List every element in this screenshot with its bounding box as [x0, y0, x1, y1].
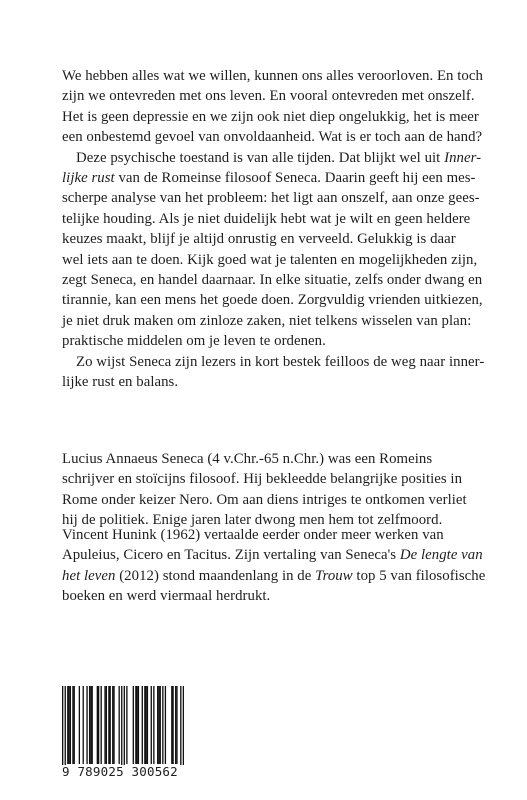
barcode-bar [145, 686, 146, 764]
barcode-bar [151, 686, 152, 764]
blurb-line: keuzes maakt, blijf je altijd onrustig en verveeld. Gelukkig is daar [62, 231, 456, 248]
blurb-text: van de Romeinse filosoof Seneca. Daarin geeft hij een mes- [114, 170, 476, 187]
author-bio-line: Lucius Annaeus Seneca (4 v.Chr.-65 n.Chr.) was een Romeins [62, 451, 433, 467]
blurb-line: een onbestemd gevoel van onvoldaanheid. Wat is er toch aan de hand? [62, 129, 483, 146]
barcode-bar [62, 686, 63, 766]
barcode-bars [62, 686, 184, 766]
translator-bio-text: Apuleius, Cicero en Tacitus. Zijn vertaling van Seneca's [62, 547, 400, 564]
barcode-bar [101, 686, 102, 764]
book-title-italic: het leven [62, 567, 116, 584]
blurb-line: Het is geen depressie en we zijn ook niet diep ongelukkig, het is meer [62, 108, 479, 125]
barcode-bar [160, 686, 161, 764]
barcode-bar [136, 686, 137, 764]
book-title-italic: De lengte van [399, 547, 483, 564]
barcode-bar [70, 686, 71, 764]
barcode-bar [157, 686, 158, 764]
barcode-bar [97, 686, 98, 764]
blurb-line: scherpe analyse van het probleem: het ligt aan onszelf, aan onze gees- [62, 190, 480, 207]
isbn-number: 9 789025 300562 [62, 765, 184, 779]
blurb-line: We hebben alles wat we willen, kunnen ons alles veroorloven. En toch [62, 68, 483, 84]
blurb-line [62, 148, 482, 168]
barcode-bar [65, 686, 66, 766]
barcode-bar [135, 686, 136, 764]
blurb-line: Zo wijst Seneca zijn lezers in kort bestek feilloos de weg naar inner- [76, 353, 485, 370]
barcode-bar [112, 686, 113, 764]
blurb-line: wel iets aan te doen. Kijk goed wat je talenten en mogelijkheden zijn, [62, 251, 478, 268]
barcode-bar [175, 686, 176, 764]
barcode-bar [124, 686, 125, 766]
translator-bio-line [62, 545, 483, 565]
translator-bio-text: top 5 van filosofische [352, 567, 486, 584]
barcode-bar [172, 686, 173, 764]
barcode-bar [133, 686, 134, 764]
barcode-bar [67, 686, 68, 764]
barcode-bar [162, 686, 163, 764]
translator-bio [62, 525, 486, 607]
translator-bio-line: boeken en werd viermaal herdrukt. [62, 588, 271, 605]
barcode-bar [92, 686, 93, 764]
barcode-bar [153, 686, 154, 764]
barcode-bar [110, 686, 111, 764]
book-title-italic: lijke rust [62, 170, 115, 187]
translator-bio-line: Vincent Hunink (1962) vertaalde eerder onder meer werken van [62, 527, 444, 543]
barcode-bar [113, 686, 114, 764]
barcode-bar [180, 686, 181, 766]
barcode-bar [86, 686, 87, 764]
author-bio-line: Rome onder keizer Nero. Om aan diens intriges te ontkomen verliet [62, 491, 467, 508]
blurb [62, 66, 485, 393]
barcode-bar [176, 686, 177, 764]
barcode-bar [183, 686, 184, 766]
blurb-line: zegt Seneca, en handel daarnaar. In elke situatie, zelfs onder dwang en [62, 272, 483, 289]
blurb-line: telijke houding. Als je niet duidelijk hebt wat je wilt en geen heldere [62, 210, 471, 227]
blurb-line: je niet druk maken om zinloze zaken, niet telkens wisselen van plan: [62, 312, 472, 329]
barcode-bar [74, 686, 75, 764]
barcode-bar [89, 686, 90, 764]
barcode-bar [90, 686, 91, 764]
barcode-bar [142, 686, 143, 764]
barcode-bar [106, 686, 107, 764]
newspaper-name-italic: Trouw [315, 567, 353, 584]
author-bio-line: hij de politiek. Enige jaren later dwong men hem tot zelfmoord. [62, 512, 443, 529]
barcode-bar [98, 686, 99, 764]
barcode-bar [83, 686, 84, 764]
blurb-text: Deze psychische toestand is van alle tijden. Dat blijkt wel uit [76, 149, 445, 166]
barcode-bar [119, 686, 120, 764]
blurb-line: lijke rust en balans. [62, 374, 179, 391]
translator-bio-line [62, 566, 486, 586]
book-title-italic: Inner- [444, 149, 482, 166]
barcode-bar [138, 686, 139, 764]
barcode-bar [79, 686, 80, 764]
barcode-bar [72, 686, 73, 764]
barcode-bar [144, 686, 145, 764]
translator-bio-text: (2012) stond maandenlang in de [115, 567, 316, 584]
author-bio-line: schrijver en stoïcijns filosoof. Hij bekleedde belangrijke posities in [62, 471, 463, 488]
barcode-bar [108, 686, 109, 764]
barcode-bar [147, 686, 148, 764]
blurb-line [62, 168, 476, 188]
barcode-bar [68, 686, 69, 764]
author-bio [62, 449, 467, 531]
barcode-bar [104, 686, 105, 764]
barcode-bar [121, 686, 122, 766]
barcode-bar [126, 686, 127, 764]
barcode-bar [171, 686, 172, 764]
barcode-bar [165, 686, 166, 764]
blurb-line: zijn we ontevreden met ons leven. En vooral ontevreden met onszelf. [62, 88, 475, 105]
blurb-line: praktische middelen om je leven te ordenen. [62, 333, 326, 350]
barcode-bar [158, 686, 159, 764]
blurb-line: tirannie, kan een mens het goede doen. Zorgvuldig vrienden uitkiezen, [62, 292, 483, 309]
